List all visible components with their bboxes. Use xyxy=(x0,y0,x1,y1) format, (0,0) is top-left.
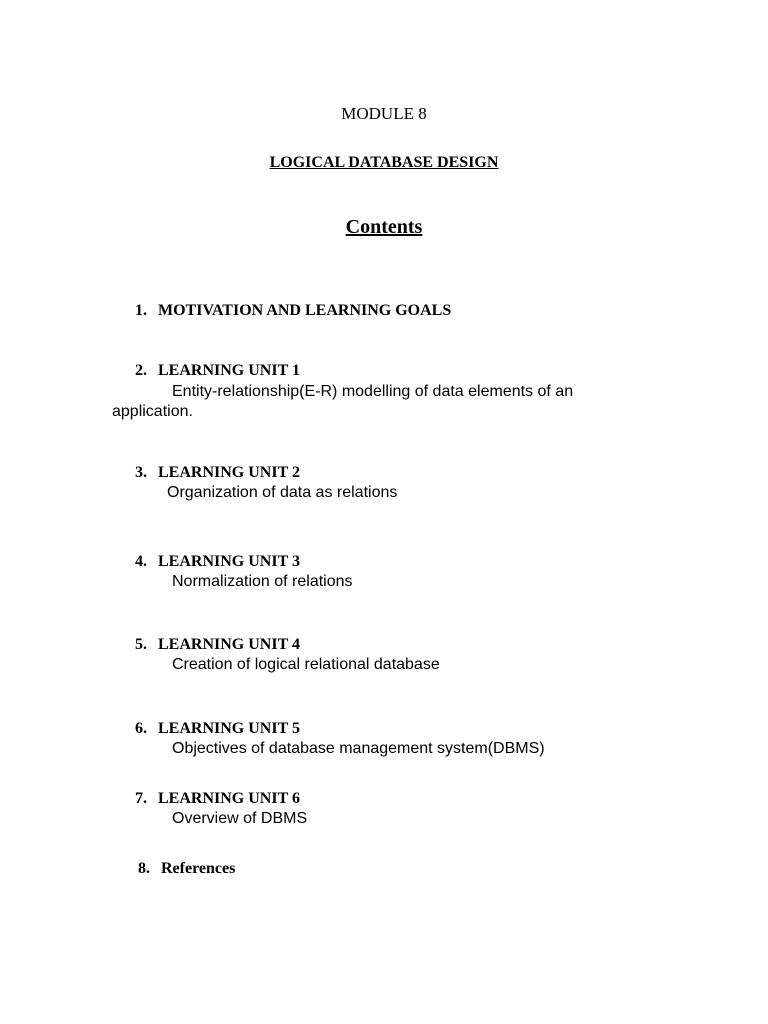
toc-entry-heading: LEARNING UNIT 1 xyxy=(158,362,300,379)
toc-entry-heading: References xyxy=(161,860,236,877)
toc-entry-3-title xyxy=(135,464,300,482)
toc-entry-4-title xyxy=(135,553,300,571)
toc-entry-heading: LEARNING UNIT 4 xyxy=(158,636,300,653)
toc-entry-3-description: Organization of data as relations xyxy=(167,484,398,501)
toc-entry-8-title xyxy=(138,860,235,878)
toc-entry-number: 1. xyxy=(135,302,147,319)
toc-entry-heading: LEARNING UNIT 6 xyxy=(158,790,300,807)
toc-entry-5-description: Creation of logical relational database xyxy=(172,656,440,673)
toc-entry-heading: LEARNING UNIT 3 xyxy=(158,553,300,570)
module-label: MODULE 8 xyxy=(341,104,427,123)
toc-entry-heading: LEARNING UNIT 5 xyxy=(158,720,300,737)
document-title: LOGICAL DATABASE DESIGN xyxy=(269,154,499,171)
toc-entry-number: 3. xyxy=(135,464,147,481)
toc-entry-4-description: Normalization of relations xyxy=(172,573,353,590)
toc-entry-number: 7. xyxy=(135,790,147,807)
contents-heading: Contents xyxy=(345,216,423,238)
toc-entry-heading: LEARNING UNIT 2 xyxy=(158,464,300,481)
toc-entry-heading: MOTIVATION AND LEARNING GOALS xyxy=(158,302,452,319)
toc-entry-6-title xyxy=(135,720,300,738)
toc-entry-7-title xyxy=(135,790,300,808)
toc-entry-5-title xyxy=(135,636,300,654)
toc-entry-6-description: Objectives of database management system(DBMS) xyxy=(172,740,545,757)
toc-entry-number: 4. xyxy=(135,553,147,570)
toc-entry-7-description: Overview of DBMS xyxy=(172,810,308,827)
toc-entry-1-title xyxy=(135,302,451,320)
toc-entry-2-title xyxy=(135,362,300,380)
toc-entry-number: 5. xyxy=(135,636,147,653)
toc-entry-number: 6. xyxy=(135,720,147,737)
toc-entry-number: 8. xyxy=(138,860,150,877)
toc-entry-2-description: Entity-relationship(E-R) modelling of data elements of an application. xyxy=(112,383,574,420)
toc-entry-number: 2. xyxy=(135,362,147,379)
